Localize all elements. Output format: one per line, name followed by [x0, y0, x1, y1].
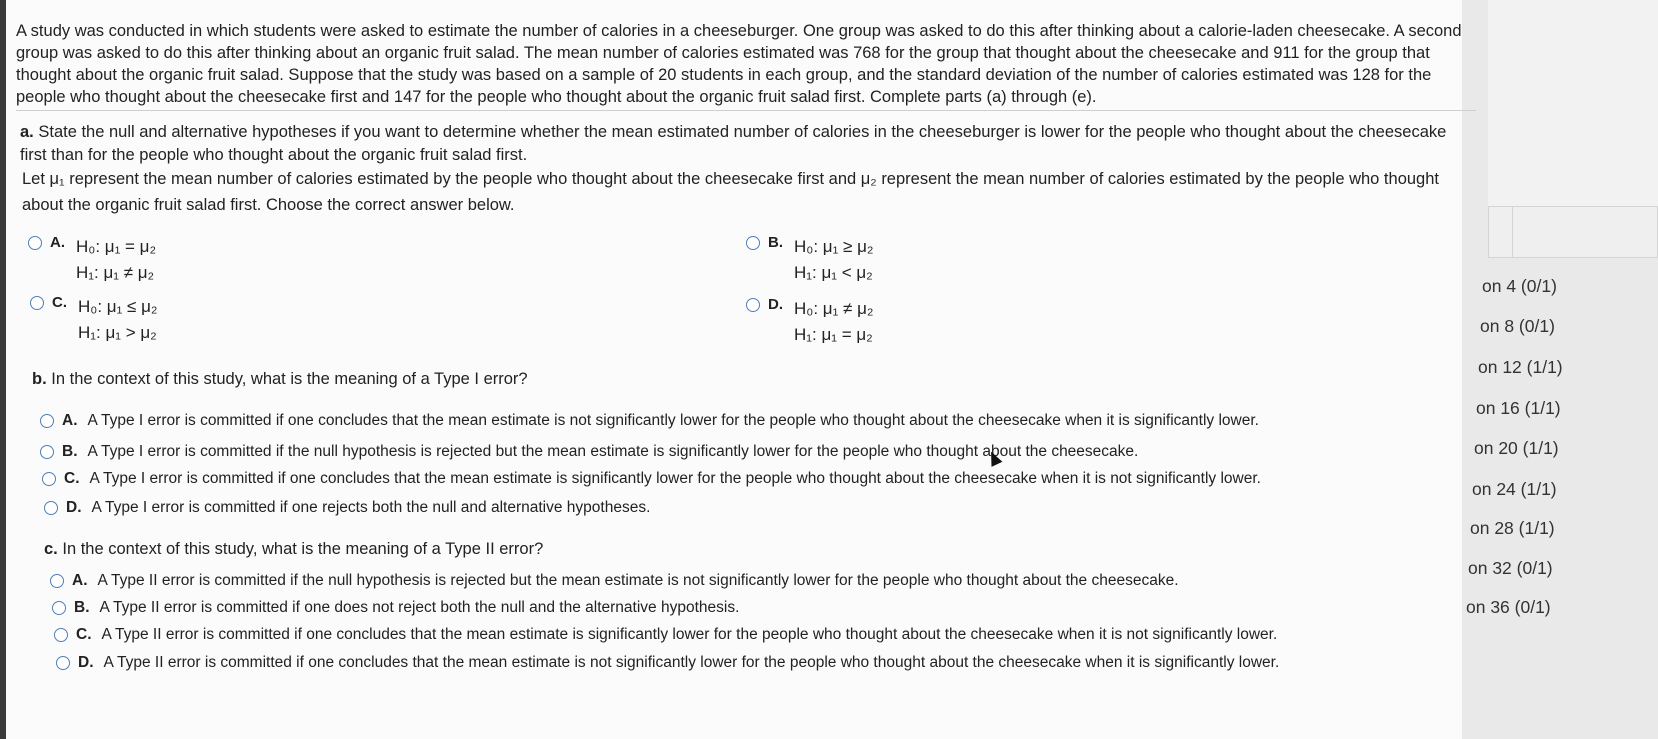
option-letter: A.: [62, 412, 78, 429]
part-b-option-b[interactable]: [40, 443, 1138, 461]
radio-button[interactable]: [40, 414, 54, 428]
part-b-question: [32, 368, 528, 391]
option-letter: D.: [768, 296, 783, 313]
sidebar-item-question[interactable]: on 36 (0/1): [1466, 597, 1551, 617]
sidebar-item-question[interactable]: on 20 (1/1): [1474, 438, 1559, 458]
mu2-symbol: μ₂: [860, 170, 877, 188]
option-letter: C.: [64, 470, 80, 487]
alt-hypothesis: H₁: μ₁ = μ₂: [794, 325, 873, 344]
part-a-option-d[interactable]: [746, 296, 873, 348]
alt-hypothesis: H₁: μ₁ > μ₂: [78, 323, 157, 342]
sidebar-item-question[interactable]: on 4 (0/1): [1482, 276, 1557, 296]
option-letter: C.: [52, 294, 67, 311]
part-a-text: State the null and alternative hypotheses if you want to determine whether the mean estimated number of calories in the cheeseburger is lower for the people who thought about the cheesecake first than for the people who thought about the organic fruit salad first.: [20, 123, 1447, 164]
part-c-question: [44, 538, 543, 561]
option-letter: B.: [62, 443, 78, 460]
part-b-text: In the context of this study, what is the meaning of a Type I error?: [51, 370, 528, 388]
option-letter: A.: [72, 572, 88, 589]
sidebar-item-question[interactable]: on 28 (1/1): [1470, 518, 1555, 538]
sidebar-item-question[interactable]: on 24 (1/1): [1472, 479, 1557, 499]
part-a-question: [20, 121, 1470, 167]
option-text: A Type I error is committed if one concludes that the mean estimate is not significantly lower for the people who thought about the cheesecake when it is significantly lower.: [87, 412, 1259, 429]
option-letter: D.: [78, 654, 94, 671]
option-text: A Type II error is committed if one concludes that the mean estimate is significantly lower for the people who thought about the cheesecake when it is not significantly lower.: [101, 626, 1278, 643]
option-letter: A.: [50, 234, 65, 251]
mu1-symbol: μ₁: [49, 170, 65, 188]
radio-button[interactable]: [746, 236, 760, 250]
alt-hypothesis: H₁: μ₁ ≠ μ₂: [76, 263, 155, 282]
option-letter: B.: [768, 234, 783, 251]
part-c-text: In the context of this study, what is the meaning of a Type II error?: [62, 540, 544, 558]
part-a-option-b[interactable]: [746, 234, 873, 286]
alt-hypothesis: H₁: μ₁ < μ₂: [794, 263, 873, 282]
part-a-option-c[interactable]: [30, 294, 157, 346]
radio-button[interactable]: [44, 501, 58, 515]
option-letter: B.: [74, 599, 90, 616]
radio-button[interactable]: [28, 236, 42, 250]
sidebar-item-question[interactable]: on 12 (1/1): [1478, 357, 1563, 377]
radio-button[interactable]: [746, 298, 760, 312]
part-a-label: a.: [20, 123, 34, 141]
option-text: A Type II error is committed if the null hypothesis is rejected but the mean estimate is not significantly lower for the people who thought about the cheesecake.: [97, 572, 1179, 589]
part-c-option-c[interactable]: [54, 626, 1277, 644]
part-a-option-a[interactable]: [28, 234, 156, 286]
part-a-definition: [22, 166, 1462, 218]
radio-button[interactable]: [54, 628, 68, 642]
radio-button[interactable]: [52, 601, 66, 615]
null-hypothesis: H₀: μ₁ ≥ μ₂: [794, 237, 874, 256]
option-text: A Type I error is committed if one rejects both the null and alternative hypotheses.: [91, 499, 651, 516]
sidebar-header: [1488, 0, 1658, 206]
let-text-3: represent the mean number of calories estimated by the people who thought about the organic fruit salad first. Choose the correct answer below.: [22, 170, 1439, 214]
null-hypothesis: H₀: μ₁ ≤ μ₂: [78, 297, 158, 316]
null-hypothesis: H₀: μ₁ ≠ μ₂: [794, 299, 874, 318]
sidebar-item-question[interactable]: on 16 (1/1): [1476, 398, 1561, 418]
option-text: A Type II error is committed if one does not reject both the null and the alternative hypothesis.: [99, 599, 740, 616]
sidebar-item-question[interactable]: on 8 (0/1): [1480, 316, 1555, 336]
option-text: A Type II error is committed if one concludes that the mean estimate is not significantly lower for the people who thought about the cheesecake when it is significantly lower.: [103, 654, 1280, 671]
option-letter: D.: [66, 499, 82, 516]
part-c-label: c.: [44, 540, 58, 558]
radio-button[interactable]: [50, 574, 64, 588]
radio-button[interactable]: [30, 296, 44, 310]
null-hypothesis: H₀: μ₁ = μ₂: [76, 237, 157, 256]
let-text: Let: [22, 170, 45, 188]
problem-panel: [6, 0, 1462, 739]
part-b-option-c[interactable]: [42, 470, 1261, 488]
option-text: A Type I error is committed if one concludes that the mean estimate is significantly lower for the people who thought about the cheesecake when it is not significantly lower.: [89, 470, 1261, 487]
option-letter: C.: [76, 626, 92, 643]
sidebar-box-divider: [1512, 206, 1658, 258]
part-b-label: b.: [32, 370, 47, 388]
sidebar-item-question[interactable]: on 32 (0/1): [1468, 558, 1553, 578]
divider: [16, 110, 1476, 111]
part-b-option-d[interactable]: [44, 499, 650, 517]
part-c-option-b[interactable]: [52, 599, 739, 617]
part-c-option-d[interactable]: [56, 654, 1279, 672]
radio-button[interactable]: [56, 656, 70, 670]
problem-intro: A study was conducted in which students were asked to estimate the number of calories in a cheeseburger. One group was asked to do this after thinking about a calorie-laden cheesecake. A second group was asked to do this after thinking about an organic fruit salad. The mean number of calories estimated was 768 for the group that thought about the cheesecake and 911 for the group that thought about the organic fruit salad. Suppose that the study was based on a sample of 20 students in each group, and the standard deviation of the number of calories estimated was 128 for the people who thought about the cheesecake first and 147 for the people who thought about the organic fruit salad first. Complete parts (a) through (e).: [16, 22, 1462, 106]
radio-button[interactable]: [40, 445, 54, 459]
let-text-2: represent the mean number of calories estimated by the people who thought about the cheesecake first and: [69, 170, 857, 188]
part-c-option-a[interactable]: [50, 572, 1179, 590]
option-text: A Type I error is committed if the null hypothesis is rejected but the mean estimate is significantly lower for the people who thought about the cheesecake.: [87, 443, 1139, 460]
part-b-option-a[interactable]: [40, 412, 1259, 430]
radio-button[interactable]: [42, 472, 56, 486]
